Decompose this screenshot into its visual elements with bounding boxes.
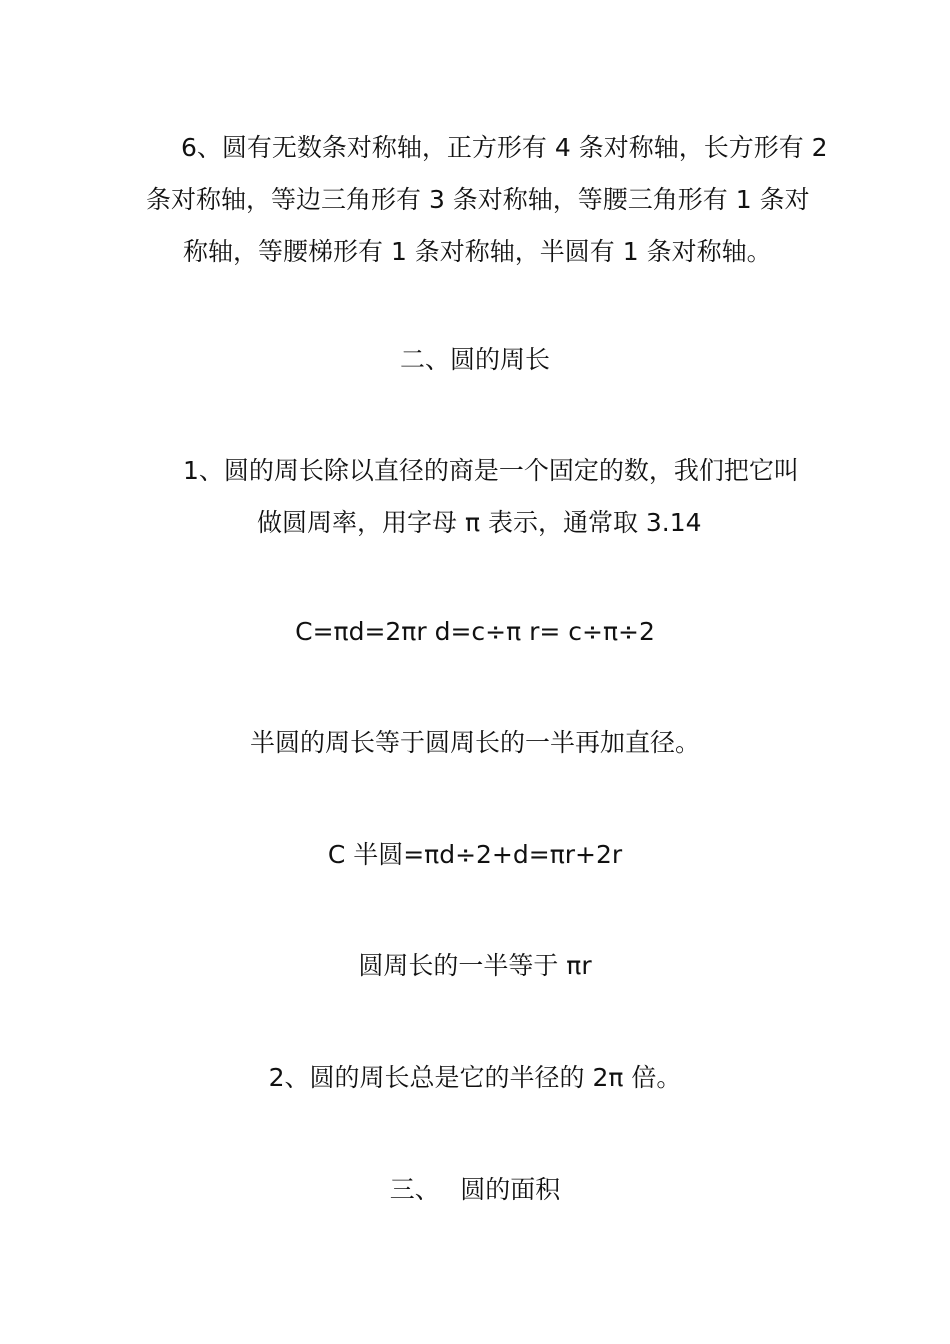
paragraph-line: 条对称轴，等边三角形有 3 条对称轴，等腰三角形有 1 条对	[146, 185, 810, 214]
circumference-radius-ratio: 2、圆的周长总是它的半径的 2π 倍。	[268, 1063, 682, 1092]
paragraph-line: 称轴，等腰梯形有 1 条对称轴，半圆有 1 条对称轴。	[183, 237, 772, 266]
paragraph-line: 做圆周率，用字母 π 表示，通常取 3.14	[257, 508, 702, 537]
semicircle-perimeter-text: 半圆的周长等于圆周长的一半再加直径。	[249, 728, 700, 757]
section-heading-circumference: 二、圆的周长	[399, 345, 550, 374]
half-circumference-text: 圆周长的一半等于 πr	[358, 951, 592, 980]
formula-circumference: C=πd=2πr d=c÷π r= c÷π÷2	[295, 617, 655, 646]
paragraph-line: 1、圆的周长除以直径的商是一个固定的数，我们把它叫	[183, 456, 799, 485]
paragraph-line: 6、圆有无数条对称轴，正方形有 4 条对称轴，长方形有 2	[181, 133, 828, 162]
paragraph-symmetry-axes	[0, 122, 950, 278]
formula-semicircle: C 半圆=πd÷2+d=πr+2r	[327, 840, 623, 869]
section-heading-area: 三、 圆的面积	[389, 1175, 561, 1204]
paragraph-pi-definition	[0, 445, 950, 549]
